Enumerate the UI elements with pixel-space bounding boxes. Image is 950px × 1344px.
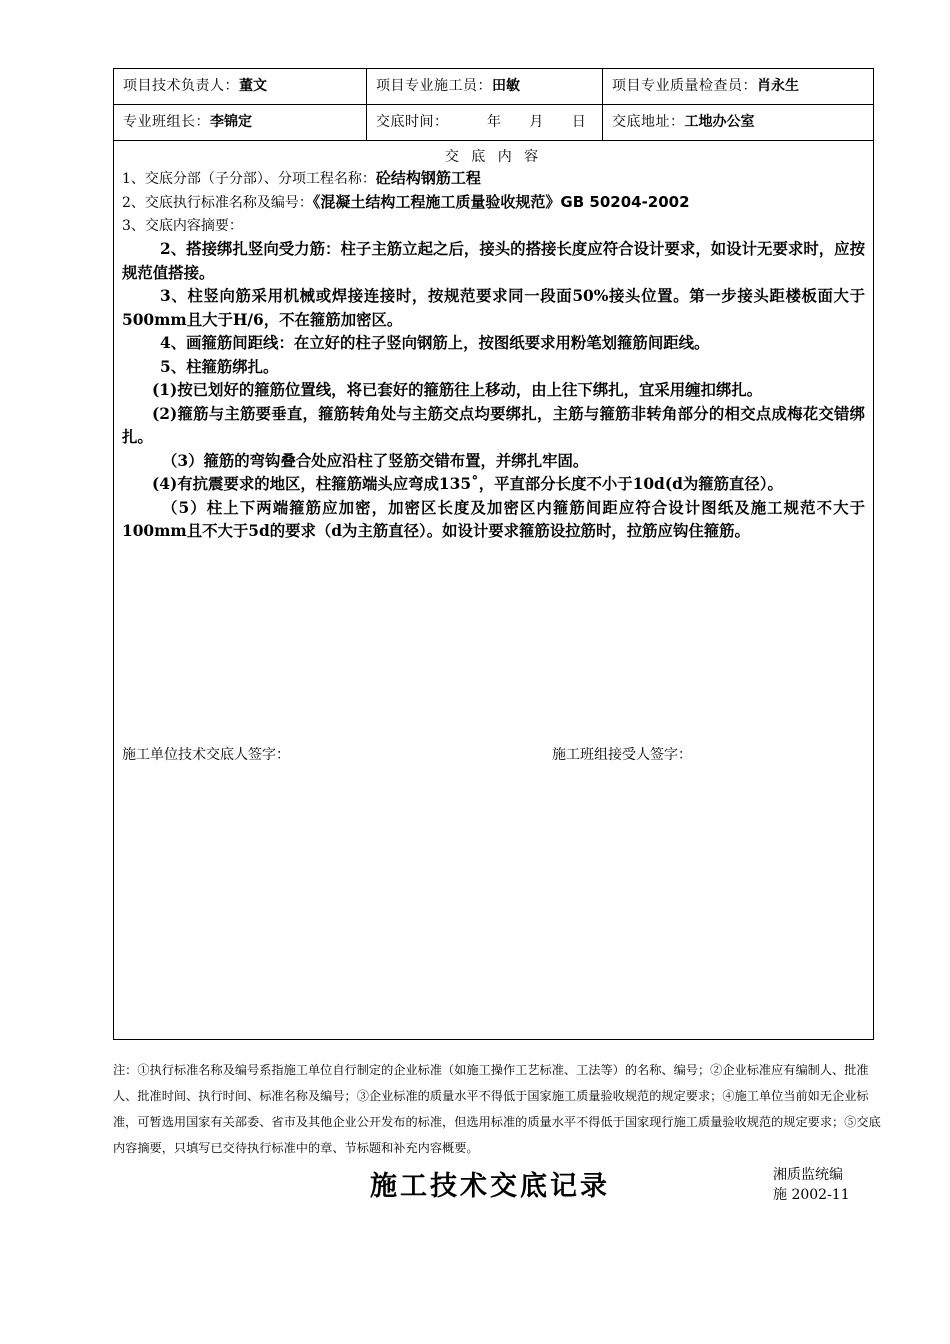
document-code-line-2: 施 2002-11 [773,1187,850,1203]
item-1 [122,167,865,191]
content-area [114,141,873,544]
receiver-signature-label: 施工班组接受人签字： [552,747,692,763]
constructor-cell [367,69,603,104]
document-code-line-1: 湘质监统编 [773,1167,843,1183]
header-row-2 [114,105,873,141]
constructor-value: 田敏 [492,78,520,94]
footnote: 注：①执行标准名称及编号系指施工单位自行制定的企业标准（如施工操作工艺标准、工法等）的名称、编号；②企业标准应有编制人、批准人、批准时间、执行时间、标准名称及编号；③企业标准的质量水平不得低于国家施工质量验收规范的规定要求；④施工单位当前如无企业标准，可暂选用国家有关部委、省市及其他企业公开发布的标准，但选用标准的质量水平不得低于国家现行施工质量验收规范的规定要求；⑤交底内容摘要，只填写已交待执行标准中的章、节标题和补充内容概要。 [113,1063,881,1155]
team-leader-cell [114,105,367,140]
address-cell [603,105,873,140]
address-label: 交底地址： [612,114,685,130]
day-label: 日 [571,114,586,130]
item-2-value: 《混凝土结构工程施工质量验收规范》GB 50204-2002 [312,193,690,211]
header-row-1 [114,69,873,105]
paragraph: （5）柱上下两端箍筋应加密，加密区长度及加密区内箍筋间距应符合设计图纸及施工规范不大于100mm且不大于5d的要求（d为主筋直径）。如设计要求箍筋设拉筋时，拉筋应钩住箍筋。 [122,498,865,540]
paragraph: (4)有抗震要求的地区，柱箍筋端头应弯成135˚，平直部分长度不小于10d(d为箍筋直径）。 [152,475,783,493]
content-title: 交 底 内 容 [444,149,543,165]
item-1-label: 1、交底分部（子分部）、分项工程名称： [122,171,376,187]
item-1-value: 砼结构钢筋工程 [375,169,481,187]
address-value: 工地办公室 [684,114,755,130]
document-title: 施工技术交底记录 [370,1171,610,1202]
document-code [773,1165,850,1205]
paragraph: 5、柱箍筋绑扎。 [160,357,279,376]
item-2-label: 2、交底执行标准名称及编号： [122,195,313,211]
disclosure-time-cell [367,105,603,140]
item-2 [122,191,865,215]
inspector-label: 项目专业质量检查员： [612,78,757,94]
inspector-value: 肖永生 [757,78,799,94]
tech-lead-label: 项目技术负责人： [123,78,239,94]
paragraph: 2、搭接绑扎竖向受力筋：柱子主筋立起之后，接头的搭接长度应符合设计要求，如设计无要求时，应按规范值搭接。 [122,240,865,282]
tech-lead-cell [114,69,367,104]
paragraph: (1)按已划好的箍筋位置线，将已套好的箍筋往上移动，由上往下绑扎，宜采用缠扣绑扎。 [152,381,763,399]
discloser-signature-label: 施工单位技术交底人签字： [122,747,290,763]
paragraph: 4、画箍筋间距线：在立好的柱子竖向钢筋上，按图纸要求用粉笔划箍筋间距线。 [160,334,710,352]
team-leader-label: 专业班组长： [123,114,210,130]
team-leader-value: 李锦定 [210,114,252,130]
paragraph: 3、柱竖向筋采用机械或焊接连接时，按规范要求同一段面50%接头位置。第一步接头距楼板面大于500mm且大于H/6，不在箍筋加密区。 [122,287,865,329]
tech-lead-value: 董文 [239,78,267,94]
paragraph: (2)箍筋与主筋要垂直，箍筋转角处与主筋交点均要绑扎，主筋与箍筋非转角部分的相交点成梅花交错绑扎。 [122,404,865,446]
year-label: 年 [486,114,501,130]
month-label: 月 [529,114,544,130]
constructor-label: 项目专业施工员： [376,78,492,94]
paragraph: （3）箍筋的弯钩叠合处应沿柱了竖筋交错布置，并绑扎牢固。 [162,451,589,470]
disclosure-form [113,68,874,1040]
item-3-label: 3、交底内容摘要： [122,218,243,234]
inspector-cell [603,69,873,104]
disclosure-time-label: 交底时间： [376,114,449,130]
